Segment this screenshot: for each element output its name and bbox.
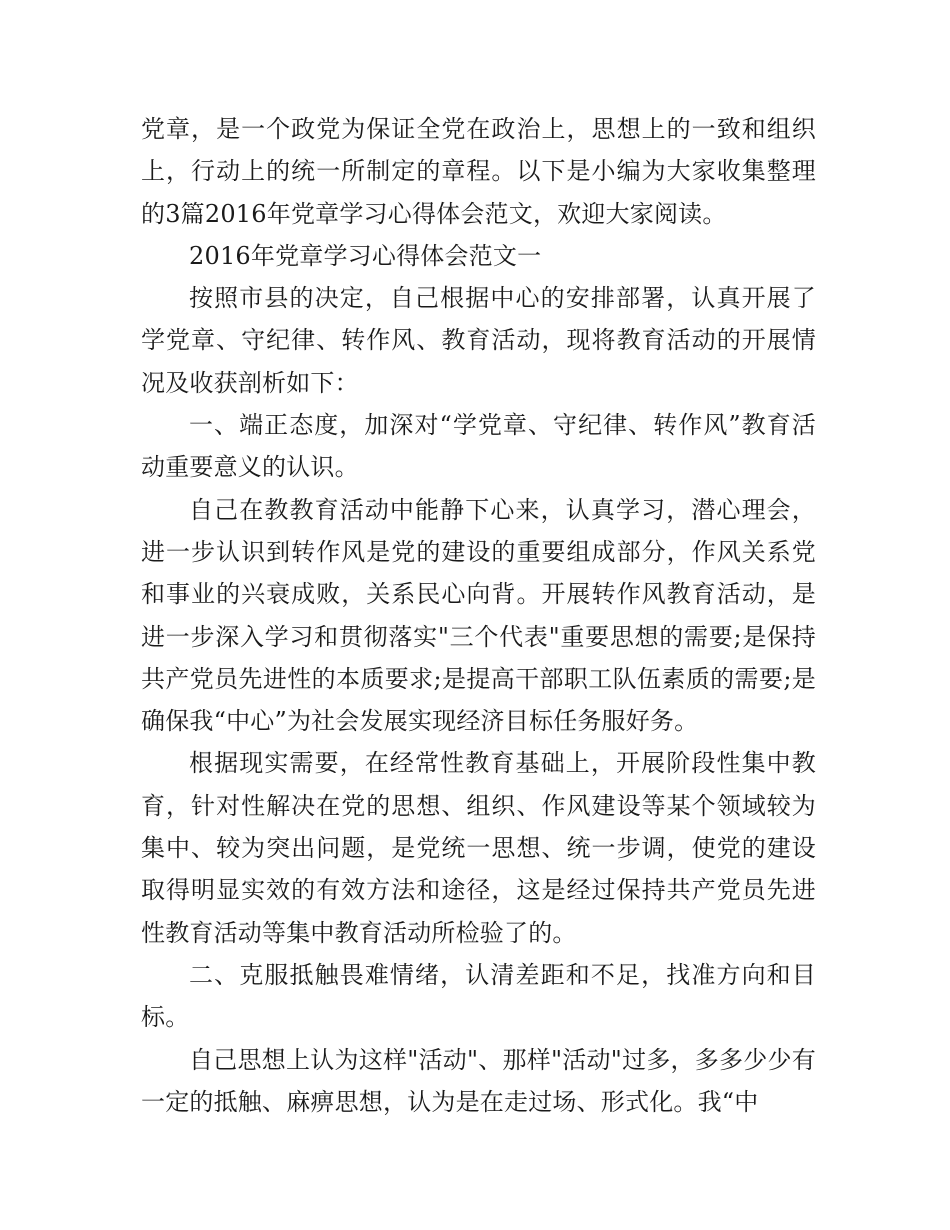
subheading-one: 一、端正态度，加深对“学党章、守纪律、转作风”教育活动重要意义的认识。 [141, 411, 816, 482]
document-body [141, 108, 816, 1123]
paragraph: 按照市县的决定，自己根据中心的安排部署，认真开展了学党章、守纪律、转作风、教育活动，现将教育活动的开展情况及收获剖析如下： [141, 284, 816, 397]
paragraph: 根据现实需要，在经常性教育基础上，开展阶段性集中教育，针对性解决在党的思想、组织、作风建设等某个领域较为集中、较为突出问题，是党统一思想、统一步调，使党的建设取得明显实效的有效方法和途径，这是经过保持共产党员先进性教育活动等集中教育活动所检验了的。 [141, 749, 816, 947]
section-heading: 2016年党章学习心得体会范文一 [189, 241, 542, 270]
subheading-two: 二、克服抵触畏难情绪，认清差距和不足，找准方向和目标。 [141, 960, 816, 1032]
paragraph: 自己思想上认为这样"活动"、那样"活动"过多，多多少少有一定的抵触、麻痹思想，认为是在走过场、形式化。我“中 [141, 1045, 816, 1116]
paragraph: 自己在教教育活动中能静下心来，认真学习，潜心理会，进一步认识到转作风是党的建设的重要组成部分，作风关系党和事业的兴衰成败，关系民心向背。开展转作风教育活动，是进一步深入学习和贯彻落实"三个代表"重要思想的需要;是保持共产党员先进性的本质要求;是提高干部职工队伍素质的需要;是确保我“中心”为社会发展实现经济目标任务服好务。 [141, 495, 816, 736]
paragraph-intro: 党章，是一个政党为保证全党在政治上，思想上的一致和组织上，行动上的统一所制定的章程。以下是小编为大家收集整理的3篇2016年党章学习心得体会范文，欢迎大家阅读。 [141, 115, 816, 228]
